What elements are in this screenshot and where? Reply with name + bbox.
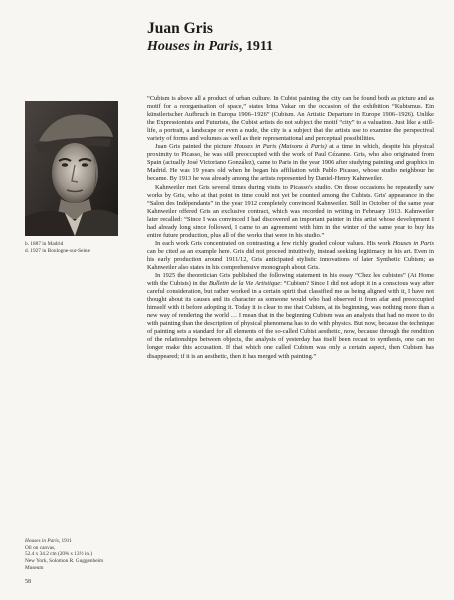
paragraph-5-text-b: : “Cubism? Since I did not adopt it in a conscious way after careful consideration, but rather worked in a certain spirit that classified me as being aligned with it, I have not thought about its causes and its character as someone would who had observed it from afar and preoccupied himself with it before adopting it. Today it is clear to me that Cubism, at its beginning, was nothing more than a new way of rendering the world … I mean that in the beginning Cubism was an analysis that had no more to do with painting than the description of physical phenomena has to do with physics. But now, because the technique of painting sets a standard for all elements of the so-called Cubist aesthetic, now, because through the rendition of the relationships between objects, the analysis of yesterday has itself been recast to synthesis, one can no longer make this accusation. If that which one called Cubism was only a certain aspect, then Cubism has disappeared; if it is an aesthetic, then it has merged with painting.” <box>147 280 434 360</box>
paragraph-2-italic: Houses in Paris (Maisons à Paris) <box>234 143 327 151</box>
work-title-name: Houses in Paris <box>147 39 239 54</box>
portrait-image <box>25 101 118 236</box>
paragraph-4-text-a: In each work Gris concentrated on contrasting a few richly graded colour values. His work <box>155 239 393 247</box>
caption-title: Houses in Paris <box>25 538 59 544</box>
paragraph-3: Kahnweiler met Gris several times during visits to Picasso's studio. On those occasions he repeatedly saw works by Gris, who at that point in time could not yet be counted among the Cubists. Gris' appearance in the “Salon des Indépendants” in the year 1912 completely convinced Kahnweiler. Still in October of the same year Kahnweiler offered Gris an exclusive contract, which was recorded in writing in February 1913. Kahnweiler later recalled: “Since I was convinced I had discovered an important painter in this artist whose development I had already long since followed, I came to an agreement with him in the winter of the same year to buy his entire future production, plus all of the works that were in his studio.” <box>147 183 434 239</box>
page-header <box>147 20 437 55</box>
work-title-year: , 1911 <box>238 39 274 54</box>
artist-life-dates <box>25 241 135 255</box>
caption-year: , 1911 <box>58 538 72 544</box>
caption-location-line-1: New York, Solomon R. Guggenheim <box>25 558 104 565</box>
birth-info: b. 1887 in Madrid <box>25 241 64 247</box>
death-info: d. 1927 in Boulogne-sur-Seine <box>25 247 90 254</box>
paragraph-1: “Cubism is above all a product of urban culture. In Cubist painting the city can be found both as picture and as motif for a reorganisation of space,” states Irina Vakar on the occasion of the exhibition “Kubismus. Ein künstlerischer Aufbruch in Europa 1906–1926” (Cubism. An Artistic Departure in Europe 1906–1926). Unlike the Expressionists and Futurists, the Cubist artists do not subject the motif “city” to a valuation. Just like a still-life, a portrait, a landscape or even a nude, the city is a subject that the artists use to examine the perspectival variety of forms and volumes as well as their representational and perceptual possibilities. <box>147 95 434 143</box>
caption-title-line <box>25 538 140 545</box>
paragraph-2-text-a: Juan Gris painted the picture <box>155 143 235 151</box>
artist-name: Juan Gris <box>147 20 213 37</box>
article-body <box>147 95 434 361</box>
artwork-caption <box>25 538 140 572</box>
paragraph-5-italic: Bulletin de la Vie Artistique <box>208 280 281 288</box>
paragraph-2 <box>147 143 434 183</box>
caption-dimensions: 52.4 x 34.2 cm (20⅝ x 13½ in.) <box>25 551 93 558</box>
paragraph-4-text-b: can be cited as an example here. Gris did not proceed intuitively, instead seeking legitimacy in his art. Even in his early production around 1911/12, Gris anticipated stylistic innovations of later Synthetic Cubism; as Kahnweiler also states in his comprehensive monograph about Gris. <box>147 247 434 271</box>
paragraph-2-text-b: at a time in which, despite his physical proximity to Picasso, he was still preoccupied with the work of Paul Cézanne. Gris, who also originated from Spain (actually José Victoriano González), came to Paris in the year 1906 after studying painting and graphics in Madrid. He was 19 years old when he began his affiliation with Pablo Picasso, whose studio neighbour he became. By 1913 he was already among the artists represented by Daniel-Henry Kahnweiler. <box>147 143 434 183</box>
paragraph-5-text-a: In 1925 the theoretician Gris published the following statement in his essay “Chez les cubistes” (At Home with the Cubists) in the <box>147 272 434 288</box>
page-number: 58 <box>25 579 31 585</box>
caption-location-line-2: Museum <box>25 564 44 571</box>
paragraph-4-italic: Houses in Paris <box>392 239 434 247</box>
paragraph-5 <box>147 272 434 361</box>
artist-portrait-photo <box>25 101 118 236</box>
caption-medium: Oil on canvas, <box>25 544 56 551</box>
paragraph-4 <box>147 240 434 272</box>
work-title <box>147 38 437 55</box>
